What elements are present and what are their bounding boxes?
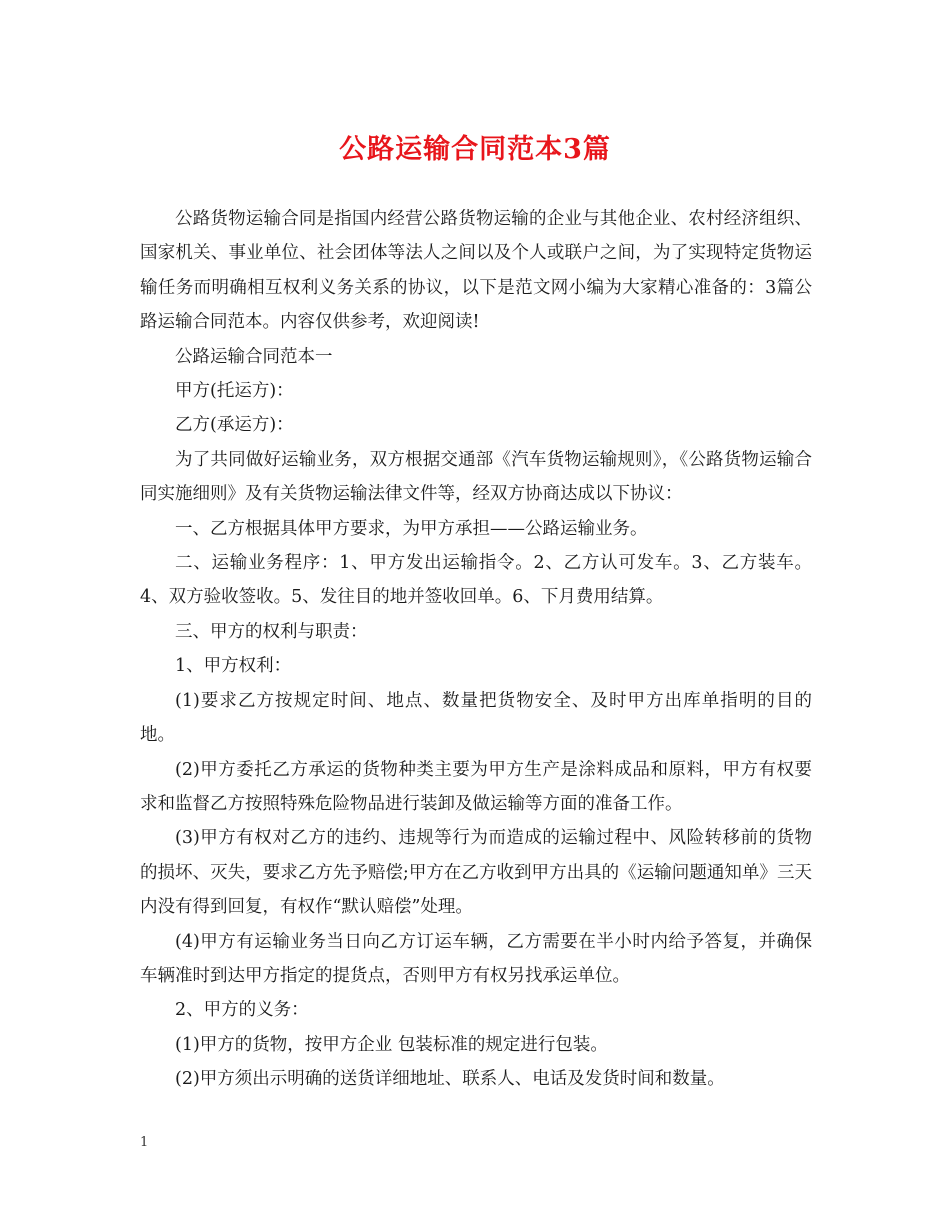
paragraph-party-a-rights: 1、甲方权利： — [175, 656, 292, 677]
paragraph-right-3: (3)甲方有权对乙方的违约、违规等行为而造成的运输过程中、风险转移前的货物的损坏、灭失，要求乙方先予赔偿;甲方在乙方收到甲方出具的《运输问题通知单》三天内没有得到回复，有权作“默认赔偿”处理。 — [140, 828, 812, 918]
paragraph-preamble: 为了共同做好运输业务，双方根据交通部《汽车货物运输规则》，《公路货物运输合同实施细则》及有关货物运输法律文件等，经双方协商达成以下协议： — [140, 449, 812, 505]
paragraph-party-a: 甲方(托运方)： — [175, 381, 294, 402]
page-number: 1 — [140, 1135, 149, 1150]
paragraph-clause-1: 一、乙方根据具体甲方要求，为甲方承担——公路运输业务。 — [175, 518, 648, 539]
paragraph-party-a-duties: 2、甲方的义务： — [175, 1000, 309, 1021]
paragraph-intro: 公路货物运输合同是指国内经营公路货物运输的企业与其他企业、农村经济组织、国家机关、事业单位、社会团体等法人之间以及个人或联户之间，为了实现特定货物运输任务而明确相互权利义务关系的协议，以下是范文网小编为大家精心准备的：3篇公路运输合同范本。内容仅供参考，欢迎阅读! — [140, 209, 812, 333]
paragraph-duty-2: (2)甲方须出示明确的送货详细地址、联系人、电话及发货时间和数量。 — [175, 1069, 725, 1090]
paragraph-section-heading: 公路运输合同范本一 — [175, 346, 333, 367]
paragraph-right-2: (2)甲方委托乙方承运的货物种类主要为甲方生产是涂料成品和原料，甲方有权要求和监督乙方按照特殊危险物品进行装卸及做运输等方面的准备工作。 — [140, 759, 812, 814]
paragraph-clause-2: 二、运输业务程序：1、甲方发出运输指令。2、乙方认可发车。3、乙方装车。4、双方验收签收。5、发往目的地并签收回单。6、下月费用结算。 — [140, 553, 812, 608]
paragraph-right-4: (4)甲方有运输业务当日向乙方订运车辆，乙方需要在半小时内给予答复，并确保车辆准时到达甲方指定的提货点，否则甲方有权另找承运单位。 — [140, 931, 812, 986]
paragraph-duty-1: (1)甲方的货物，按甲方企业 包装标准的规定进行包装。 — [175, 1034, 608, 1055]
document-title: 公路运输合同范本3篇 — [339, 134, 611, 165]
paragraph-party-b: 乙方(承运方)： — [175, 415, 294, 436]
document-body — [140, 202, 812, 1097]
paragraph-right-1: (1)要求乙方按规定时间、地点、数量把货物安全、及时甲方出库单指明的目的地。 — [140, 690, 812, 746]
paragraph-clause-3: 三、甲方的权利与职责： — [175, 621, 368, 642]
